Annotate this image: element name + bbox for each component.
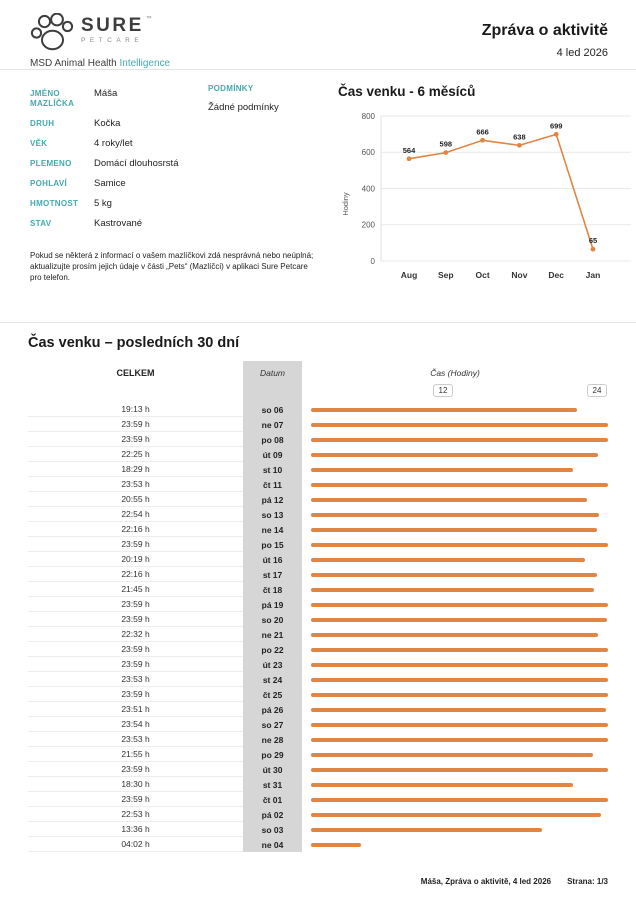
report-title: Zpráva o aktivitě xyxy=(481,22,608,39)
time-outside-bar xyxy=(311,753,593,757)
time-outside-bar xyxy=(311,528,597,532)
row-bar-area xyxy=(302,423,608,427)
data-point-label: 666 xyxy=(476,127,489,137)
daily-table-title: Čas venku – posledních 30 dní xyxy=(28,335,240,351)
row-bar-area xyxy=(302,663,608,667)
row-total-time: 18:29 h xyxy=(28,462,243,477)
field-label: STAV xyxy=(30,219,52,228)
table-row xyxy=(28,687,608,702)
time-outside-bar xyxy=(311,453,598,457)
time-outside-bar xyxy=(311,633,598,637)
table-row xyxy=(28,837,608,852)
header xyxy=(0,0,636,69)
row-bar-area xyxy=(302,513,608,517)
row-date: pá 12 xyxy=(261,494,284,505)
table-row xyxy=(28,822,608,837)
time-outside-bar xyxy=(311,768,608,772)
table-row xyxy=(28,492,608,507)
data-point xyxy=(480,138,485,143)
page-footer xyxy=(421,877,608,886)
field-value: Samice xyxy=(94,178,126,189)
table-row xyxy=(28,432,608,447)
row-total-time: 20:55 h xyxy=(28,492,243,507)
field-label: DRUH xyxy=(30,119,55,128)
time-outside-bar xyxy=(311,543,608,547)
row-date: út 30 xyxy=(262,764,283,775)
row-total-time: 23:59 h xyxy=(28,432,243,447)
time-outside-bar xyxy=(311,408,577,412)
row-total-time: 22:54 h xyxy=(28,507,243,522)
hour-marker-12: 12 xyxy=(433,384,453,397)
logo-sure-text: SURE xyxy=(81,15,144,36)
table-row xyxy=(28,447,608,462)
row-total-time: 23:53 h xyxy=(28,732,243,747)
row-date: pá 26 xyxy=(261,704,284,715)
row-total-time: 23:59 h xyxy=(28,612,243,627)
monthly-chart-title: Čas venku - 6 měsíců xyxy=(338,84,476,99)
logo-petcare-text: PETCARE xyxy=(81,37,144,44)
row-date: út 16 xyxy=(262,554,283,565)
row-date: so 03 xyxy=(261,824,284,835)
conditions-label: PODMÍNKY xyxy=(208,84,254,93)
row-date: pá 19 xyxy=(261,599,284,610)
row-date: ne 28 xyxy=(261,734,284,745)
row-bar-area xyxy=(302,558,608,562)
table-row xyxy=(28,522,608,537)
row-bar-area xyxy=(302,678,608,682)
row-total-time: 23:59 h xyxy=(28,417,243,432)
title-block xyxy=(482,12,608,69)
time-outside-bar xyxy=(311,708,606,712)
conditions-value: Žádné podmínky xyxy=(208,102,279,113)
row-bar-area xyxy=(302,843,608,847)
table-row xyxy=(28,777,608,792)
row-date: ne 21 xyxy=(261,629,284,640)
table-row xyxy=(28,417,608,432)
y-tick-label: 600 xyxy=(361,148,375,158)
row-date: pá 02 xyxy=(261,809,284,820)
trademark-symbol: ™ xyxy=(145,16,152,22)
row-total-time: 18:30 h xyxy=(28,777,243,792)
x-tick-label: Jan xyxy=(585,270,601,280)
row-total-time: 22:53 h xyxy=(28,807,243,822)
table-row xyxy=(28,657,608,672)
row-bar-area xyxy=(302,723,608,727)
row-bar-area xyxy=(302,438,608,442)
table-row xyxy=(28,567,608,582)
row-bar-area xyxy=(302,528,608,532)
row-date: so 06 xyxy=(261,404,284,415)
time-outside-bar xyxy=(311,438,608,442)
row-bar-area xyxy=(302,813,608,817)
row-total-time: 21:45 h xyxy=(28,582,243,597)
row-bar-area xyxy=(302,783,608,787)
table-row xyxy=(28,552,608,567)
field-label: PLEMENO xyxy=(30,159,72,168)
row-bar-area xyxy=(302,753,608,757)
table-row xyxy=(28,732,608,747)
row-total-time: 22:25 h xyxy=(28,447,243,462)
row-total-time: 22:16 h xyxy=(28,567,243,582)
row-total-time: 21:55 h xyxy=(28,747,243,762)
data-point-label: 65 xyxy=(588,236,598,246)
table-row xyxy=(28,582,608,597)
row-bar-area xyxy=(302,543,608,547)
row-bar-area xyxy=(302,708,608,712)
table-row xyxy=(28,642,608,657)
conditions-block xyxy=(208,84,318,113)
time-outside-bar xyxy=(311,663,608,667)
row-total-time: 13:36 h xyxy=(28,822,243,837)
y-tick-label: 200 xyxy=(361,220,375,230)
row-date: po 08 xyxy=(261,434,284,445)
time-axis-label: Čas (Hodiny) xyxy=(430,368,480,378)
row-date: út 09 xyxy=(262,449,283,460)
row-total-time: 23:59 h xyxy=(28,762,243,777)
table-row xyxy=(28,597,608,612)
row-bar-area xyxy=(302,588,608,592)
data-point xyxy=(407,156,412,161)
row-date: po 22 xyxy=(261,644,284,655)
row-date: st 31 xyxy=(262,779,283,790)
data-point-label: 638 xyxy=(513,132,526,142)
row-bar-area xyxy=(302,633,608,637)
table-body xyxy=(28,402,608,852)
y-tick-label: 0 xyxy=(370,256,375,266)
time-outside-bar xyxy=(311,693,608,697)
row-bar-area xyxy=(302,468,608,472)
sure-row xyxy=(81,16,152,35)
footer-page-number: Strana: 1/3 xyxy=(567,877,608,886)
x-tick-label: Oct xyxy=(475,270,490,280)
row-bar-area xyxy=(302,408,608,412)
time-outside-bar xyxy=(311,843,361,847)
data-line xyxy=(409,134,593,249)
row-date: út 23 xyxy=(262,659,283,670)
table-row xyxy=(28,717,608,732)
monthly-line-chart xyxy=(336,101,636,304)
disclaimer-text: Pokud se některá z informací o vašem mazlíčkovi zdá nesprávná nebo neúplná; aktualizujte prosím jejich údaje v části „Pets“ (Mazlíčci) v aplikaci Sure Petcare pro telefon. xyxy=(30,251,314,282)
field-value: Domácí dlouhosrstá xyxy=(94,158,179,169)
report-date: 4 led 2026 xyxy=(556,47,608,59)
brand-msd-text: MSD Animal Health xyxy=(30,58,117,69)
table-row xyxy=(28,807,608,822)
table-row xyxy=(28,672,608,687)
field-value: Máša xyxy=(94,88,118,99)
row-bar-area xyxy=(302,648,608,652)
field-label: HMOTNOST xyxy=(30,199,79,208)
row-bar-area xyxy=(302,738,608,742)
time-outside-bar xyxy=(311,513,599,517)
table-row xyxy=(28,702,608,717)
table-row xyxy=(28,537,608,552)
data-point-label: 564 xyxy=(402,145,416,155)
table-row xyxy=(28,612,608,627)
row-date: čt 11 xyxy=(263,479,282,490)
time-outside-bar xyxy=(311,558,585,562)
row-bar-area xyxy=(302,693,608,697)
table-row xyxy=(28,747,608,762)
time-outside-bar xyxy=(311,498,587,502)
row-total-time: 23:54 h xyxy=(28,717,243,732)
table-row xyxy=(28,402,608,417)
x-tick-label: Nov xyxy=(511,270,528,280)
logo-texts xyxy=(81,16,152,44)
row-date: so 13 xyxy=(261,509,284,520)
table-row xyxy=(28,627,608,642)
field-value: Kastrované xyxy=(94,218,143,229)
row-date: so 20 xyxy=(261,614,284,625)
data-point-label: 699 xyxy=(549,121,563,131)
row-date: ne 04 xyxy=(261,839,284,850)
data-point xyxy=(443,150,448,155)
row-date: čt 25 xyxy=(262,689,283,700)
time-outside-bar xyxy=(311,828,542,832)
row-bar-area xyxy=(302,498,608,502)
row-total-time: 23:59 h xyxy=(28,597,243,612)
row-total-time: 20:19 h xyxy=(28,552,243,567)
data-point-label: 598 xyxy=(439,139,453,149)
row-total-time: 23:53 h xyxy=(28,672,243,687)
table-row xyxy=(28,792,608,807)
field-value: 4 roky/let xyxy=(94,138,133,149)
time-outside-bar xyxy=(311,468,573,472)
row-bar-area xyxy=(302,798,608,802)
field-label: POHLAVÍ xyxy=(30,179,68,188)
y-axis-title: Hodiny xyxy=(341,192,350,216)
field-value: 5 kg xyxy=(94,198,112,209)
data-point xyxy=(591,247,596,252)
table-row xyxy=(28,507,608,522)
time-outside-bar xyxy=(311,738,608,742)
column-header-total: CELKEM xyxy=(116,368,155,378)
data-point xyxy=(517,143,522,148)
row-bar-area xyxy=(302,453,608,457)
row-total-time: 22:32 h xyxy=(28,627,243,642)
field-label: VĚK xyxy=(30,139,48,148)
row-total-time: 23:53 h xyxy=(28,477,243,492)
row-date: čt 01 xyxy=(262,794,283,805)
brand-line xyxy=(30,58,170,69)
logo-block xyxy=(30,12,170,69)
row-bar-area xyxy=(302,768,608,772)
top-section xyxy=(0,70,636,322)
time-outside-bar xyxy=(311,573,597,577)
time-outside-bar xyxy=(311,423,608,427)
time-outside-bar xyxy=(311,798,608,802)
hour-marker-24: 24 xyxy=(587,384,607,397)
daily-table xyxy=(28,361,608,852)
field-value: Kočka xyxy=(94,118,121,129)
row-total-time: 23:59 h xyxy=(28,657,243,672)
row-date: ne 07 xyxy=(261,419,284,430)
time-outside-bar xyxy=(311,648,608,652)
data-point xyxy=(554,132,559,137)
row-bar-area xyxy=(302,483,608,487)
row-date: čt 18 xyxy=(262,584,283,595)
y-tick-label: 400 xyxy=(361,184,375,194)
x-tick-label: Aug xyxy=(400,270,418,280)
x-tick-label: Dec xyxy=(548,270,564,280)
y-tick-label: 800 xyxy=(361,111,375,121)
row-bar-area xyxy=(302,573,608,577)
table-header-row xyxy=(28,361,608,402)
row-date: po 29 xyxy=(261,749,284,760)
row-date: st 17 xyxy=(262,569,283,580)
column-header-time xyxy=(302,361,608,402)
row-total-time: 23:59 h xyxy=(28,642,243,657)
row-total-time: 19:13 h xyxy=(28,402,243,417)
table-row xyxy=(28,477,608,492)
row-date: st 24 xyxy=(262,674,283,685)
time-outside-bar xyxy=(311,723,608,727)
footer-report-info: Máša, Zpráva o aktivitě, 4 led 2026 xyxy=(420,877,552,886)
x-tick-label: Sep xyxy=(438,270,454,280)
row-total-time: 23:51 h xyxy=(28,702,243,717)
time-outside-bar xyxy=(311,483,608,487)
row-total-time: 23:59 h xyxy=(28,687,243,702)
time-outside-bar xyxy=(311,783,573,787)
row-bar-area xyxy=(302,603,608,607)
time-outside-bar xyxy=(311,813,601,817)
paw-icon xyxy=(30,13,74,51)
row-date: so 27 xyxy=(261,719,284,730)
daily-table-section xyxy=(0,323,636,852)
time-outside-bar xyxy=(311,618,607,622)
row-bar-area xyxy=(302,618,608,622)
row-total-time: 04:02 h xyxy=(28,837,243,852)
logo-top xyxy=(30,12,170,51)
time-outside-bar xyxy=(311,678,608,682)
pet-fields xyxy=(30,84,206,234)
table-row xyxy=(28,462,608,477)
time-outside-bar xyxy=(311,588,594,592)
brand-intelligence-text: Intelligence xyxy=(119,58,171,69)
monthly-chart-section xyxy=(322,84,636,322)
row-date: st 10 xyxy=(262,464,283,475)
row-bar-area xyxy=(302,828,608,832)
row-date: po 15 xyxy=(261,539,284,550)
table-row xyxy=(28,762,608,777)
pet-info-panel xyxy=(30,84,322,322)
row-total-time: 23:59 h xyxy=(28,537,243,552)
row-total-time: 23:59 h xyxy=(28,792,243,807)
field-label: JMÉNO MAZLÍČKA xyxy=(30,89,75,108)
time-outside-bar xyxy=(311,603,608,607)
row-date: ne 14 xyxy=(261,524,284,535)
row-total-time: 22:16 h xyxy=(28,522,243,537)
column-header-date: Datum xyxy=(259,368,286,378)
